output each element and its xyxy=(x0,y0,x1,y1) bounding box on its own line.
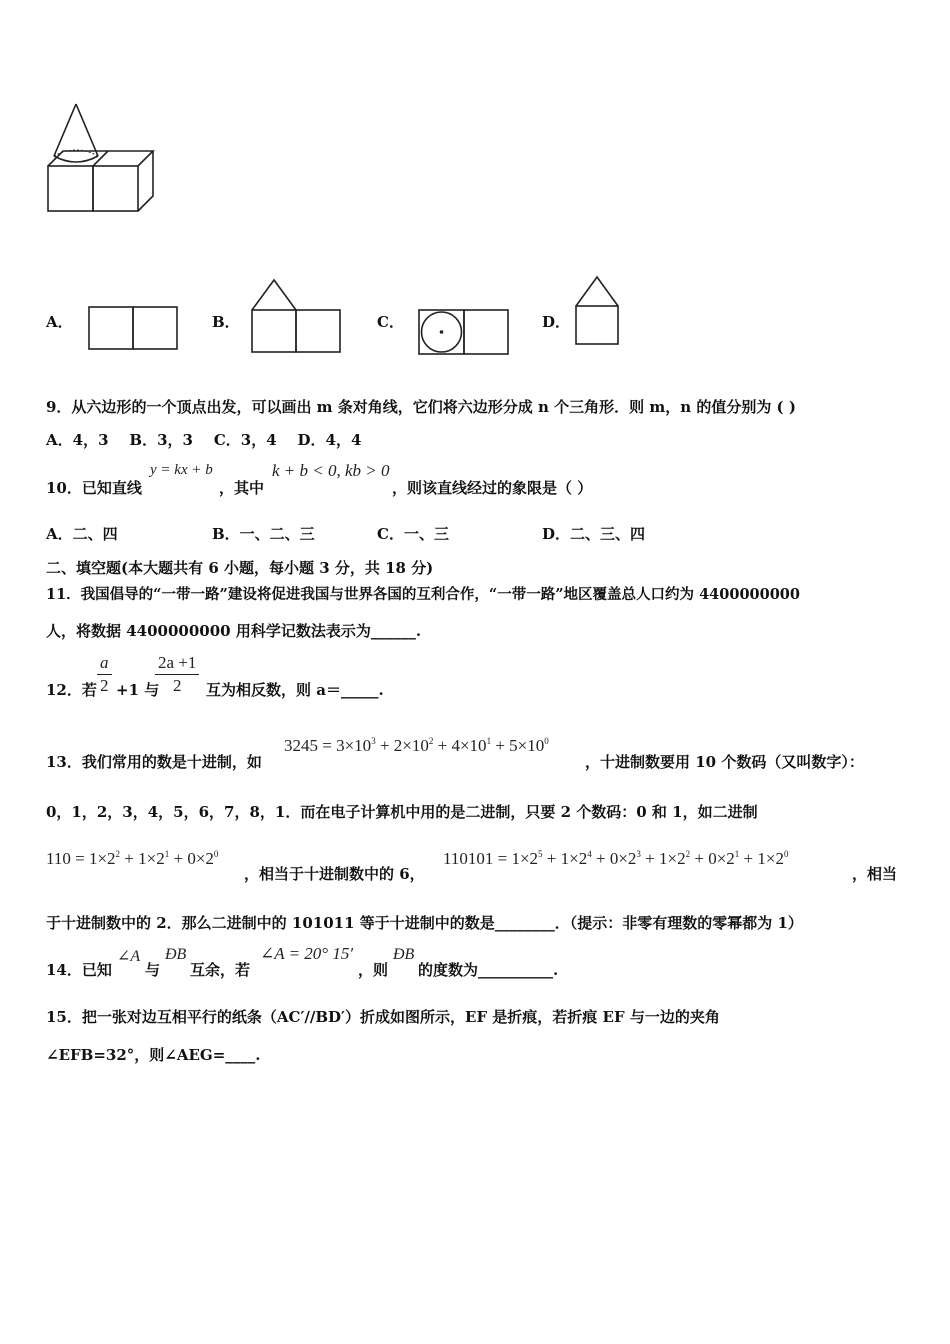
q12-frac1-numerator: a xyxy=(97,652,112,675)
q8-option-a-label[interactable]: A． xyxy=(46,313,73,331)
q12-suffix: 互为相反数，则 a＝_____. xyxy=(206,681,384,699)
q11-line-1: 11．我国倡导的“一带一路”建设将促进我国与世界各国的互利合作，“一带一路”地区覆盖总人口约为 4400000000 xyxy=(46,586,800,603)
q10-mid: ，其中 xyxy=(219,479,265,497)
option-d-triangle-on-square-figure[interactable] xyxy=(573,274,623,348)
q14-angle-b: ÐB xyxy=(165,946,187,963)
q12-frac2-numerator: 2a +1 xyxy=(155,652,199,675)
q9-options[interactable]: A．4，3 B．3，3 C．3，4 D．4，4 xyxy=(46,431,362,449)
q15-line-2: ∠EFB=32°，则∠AEG=____. xyxy=(46,1046,261,1064)
q8-option-d-label[interactable]: D． xyxy=(542,313,571,331)
q10-option-a[interactable]: A．二、四 xyxy=(46,525,118,543)
option-a-two-squares-figure[interactable] xyxy=(88,305,180,351)
q14-then: ，则 xyxy=(358,961,389,979)
option-c-circle-in-square-figure[interactable] xyxy=(418,308,510,356)
q13-suffix: ，十进制数要用 10 个数码（又叫数字）： xyxy=(585,753,864,771)
section-2-title: 二、填空题(本大题共有 6 小题，每小题 3 分，共 18 分) xyxy=(46,559,434,577)
q14-mid: 互余，若 xyxy=(190,961,251,979)
q13-binary-110101: $110101 = 1\times 2^5 + 1\times 2^4 + 0\times 2^3 + 1\times 2^2 + 0\times 2^1 + 1\times 2^0$ xyxy=(443,849,789,868)
q10-condition: k + b < 0, kb > 0 xyxy=(272,461,390,480)
q14-angle-b-2: ÐB xyxy=(393,946,415,963)
q12-fraction-1 xyxy=(97,652,112,697)
q12-fraction-2 xyxy=(155,652,199,697)
q14-suffix: 的度数为__________. xyxy=(418,961,559,979)
q12-frac2-denominator: 2 xyxy=(172,676,182,695)
q10-line-equation: y = kx + b xyxy=(150,462,213,478)
option-b-triangle-on-squares-figure[interactable] xyxy=(250,276,344,356)
q13-mid-line-3: ，相当于十进制数中的 6， xyxy=(244,865,425,883)
q9-question: 9．从六边形的一个顶点出发，可以画出 m 条对角线，它们将六边形分成 n 个三角形．则 m，n 的值分别为 ( ) xyxy=(46,398,796,416)
q10-prefix: 10．已知直线 xyxy=(46,479,142,497)
q14-and: 与 xyxy=(145,961,161,979)
q14-angle-a: ∠A xyxy=(117,948,141,965)
q10-option-c[interactable]: C．一、三 xyxy=(377,525,449,543)
q13-decimal-expansion: $3245 = 3\times 10^3 + 2\times 10^2 + 4\times 10^1 + 5\times 10^0$ xyxy=(284,736,549,755)
q11-line-2: 人，将数据 4400000000 用科学记数法表示为______. xyxy=(46,622,422,640)
q8-option-b-label[interactable]: B． xyxy=(212,313,240,331)
q13-line-4: 于十进制数中的 2．那么二进制中的 101011 等于十进制中的数是________．（提示：非零有理数的零幂都为 1） xyxy=(46,914,803,932)
q13-line-2: 0，1，2，3，4，5，6，7，8，1．而在电子计算机中用的是二进制，只要 2 个数码：0 和 1，如二进制 xyxy=(46,803,758,821)
q10-suffix: ，则该直线经过的象限是（ ） xyxy=(392,479,593,497)
q15-line-1: 15．把一张对边互相平行的纸条（AC′//BD′）折成如图所示，EF 是折痕，若折痕 EF 与一边的夹角 xyxy=(46,1008,720,1026)
cone-on-cubes-figure xyxy=(40,98,160,218)
q12-frac1-denominator: 2 xyxy=(100,676,109,695)
q14-prefix: 14．已知 xyxy=(46,961,112,979)
q14-angle-condition: ∠A = 20° 15′ xyxy=(260,944,354,963)
q10-option-b[interactable]: B．一、二、三 xyxy=(212,525,315,543)
q13-binary-110: $110 = 1\times 2^2 + 1\times 2^1 + 0\times 2^0$ xyxy=(46,849,219,868)
q10-option-d[interactable]: D．二、三、四 xyxy=(542,525,646,543)
q12-prefix: 12．若 xyxy=(46,681,97,699)
q12-plus: +1 与 xyxy=(116,681,160,699)
q13-prefix: 13．我们常用的数是十进制，如 xyxy=(46,753,262,771)
q8-option-c-label[interactable]: C． xyxy=(377,313,404,331)
q13-end-line-3: ，相当 xyxy=(852,865,898,883)
